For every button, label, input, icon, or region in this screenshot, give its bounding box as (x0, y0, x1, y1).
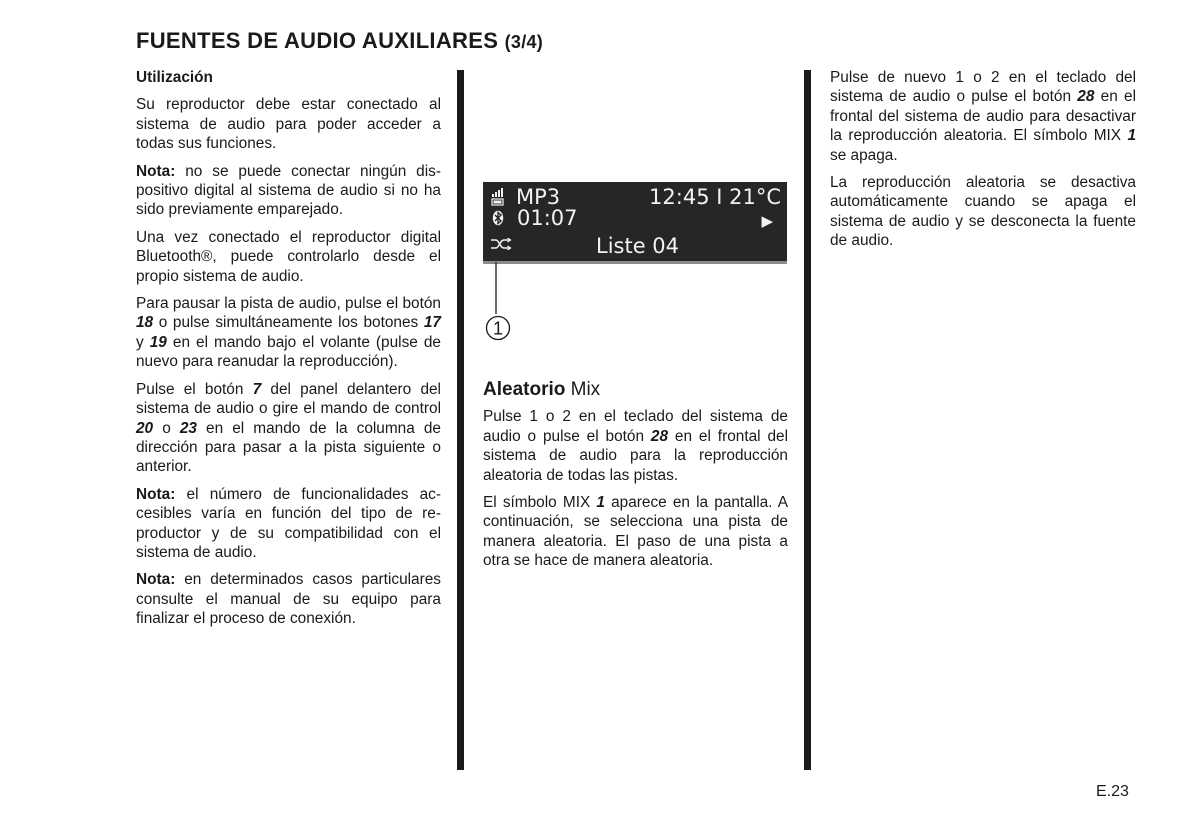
text-run: Para pausar la pista de audio, pulse el botón (136, 295, 441, 313)
text-run: del panel delantero del sistema de audio o gire el mando de control (136, 380, 441, 418)
note-label: Nota: (136, 485, 176, 503)
column-left (136, 68, 441, 637)
text-run: El símbolo MIX (483, 494, 597, 512)
page-number: E.23 (1096, 783, 1129, 800)
paragraph-connect: Su reproductor debe estar conectado al sistema de audio para poder acceder a todas sus funciones. (136, 96, 441, 153)
text-run: o (153, 419, 180, 437)
text-run: aparece en la pantalla. A continuación, se selecciona una pista de manera aleatoria. El paso de una pista a otra se hace de manera aleatoria. (483, 494, 789, 570)
button-ref-7: 7 (252, 380, 262, 398)
heading-bold-part: Aleatorio (483, 379, 566, 400)
text-run: se apaga. (830, 146, 898, 164)
display-elapsed-time: 01:07 (517, 206, 578, 230)
display-source: MP3 (516, 185, 561, 209)
button-ref-28: 28 (1077, 88, 1095, 106)
page-title-suffix: (3/4) (504, 32, 544, 52)
callout-leader-line (484, 262, 524, 346)
note-functionalities (136, 485, 441, 563)
phone-signal-battery-icon (491, 188, 505, 206)
text-run: o pulse simultáneamente los botones (153, 314, 424, 332)
page-title (136, 28, 543, 54)
column-middle (483, 380, 788, 579)
paragraph-bluetooth: Una vez conectado el reproductor digital Bluetooth®, puede controlarlo desde el propio sistema de audio. (136, 228, 441, 285)
shuffle-mix-icon (490, 238, 512, 250)
note-text: no se puede conectar ningún dispositivo digital al sistema de audio si no ha sido previamente emparejado. (136, 162, 441, 219)
bluetooth-icon (492, 210, 504, 226)
paragraph-random-on (483, 407, 788, 485)
note-text: en determinados casos particulares consulte el manual de su equipo para finalizar el proceso de conexión. (136, 571, 441, 628)
paragraph-next-track (136, 380, 441, 477)
text-run: en el mando de la columna de dirección para pasar a la pista siguiente o anterior. (136, 419, 441, 476)
button-ref-18: 18 (136, 314, 154, 332)
paragraph-auto-deactivate: La reproducción aleatoria se desactiva automáticamente cuando se apaga el sistema de audio y se desconecta la fuente de audio. (830, 174, 1136, 250)
paragraph-pause (136, 294, 441, 372)
paragraph-random-off (830, 68, 1136, 165)
note-label: Nota: (136, 571, 176, 589)
column-right (830, 68, 1136, 259)
button-ref-17: 17 (423, 314, 441, 332)
section-heading-utilizacion: Utilización (136, 69, 213, 86)
text-run: y (136, 333, 150, 351)
button-ref-19: 19 (149, 333, 167, 351)
text-run: Pulse de nuevo 1 o 2 en el teclado del sistema de audio o pulse el botón (830, 69, 1136, 106)
note-manual (136, 570, 441, 628)
callout-ref-1: 1 (596, 494, 605, 512)
paragraph-mix-symbol (483, 493, 788, 571)
note-text: el número de funcionalidades accesibles varía en función del tipo de reproductor y de su compatibilidad con el sistema de audio. (136, 485, 441, 561)
text-run: Pulse el botón (136, 380, 253, 398)
display-clock-temperature: 12:45 I 21°C (649, 185, 781, 209)
note-label: Nota: (136, 162, 176, 180)
callout-number: 1 (492, 318, 504, 339)
callout-ref-1: 1 (1127, 127, 1136, 145)
heading-light-part: Mix (565, 379, 601, 400)
button-ref-23: 23 (179, 419, 197, 437)
column-divider-right (804, 70, 811, 770)
play-icon: ▶ (761, 212, 773, 230)
button-ref-20: 20 (136, 419, 154, 437)
section-heading-aleatorio (483, 380, 788, 399)
page-title-text: FUENTES DE AUDIO AUXILIARES (136, 28, 499, 53)
button-ref-28: 28 (650, 427, 669, 445)
column-divider-left (457, 70, 464, 770)
note-pairing (136, 162, 441, 220)
text-run: en el mando bajo el volante (pulse de nuevo para reanudar la reproducción). (136, 333, 441, 371)
text-run: Pulse 1 o 2 en el teclado del sistema de audio o pulse el botón (483, 408, 788, 445)
audio-display-illustration (483, 182, 787, 264)
text-run: en el frontal del sistema de audio para la reproducción aleatoria de todas las pistas. (483, 427, 788, 484)
display-playlist: Liste 04 (596, 234, 680, 258)
text-run: en el frontal del sistema de audio para desactivar la reproducción aleatoria. El símbolo MIX (830, 88, 1136, 145)
